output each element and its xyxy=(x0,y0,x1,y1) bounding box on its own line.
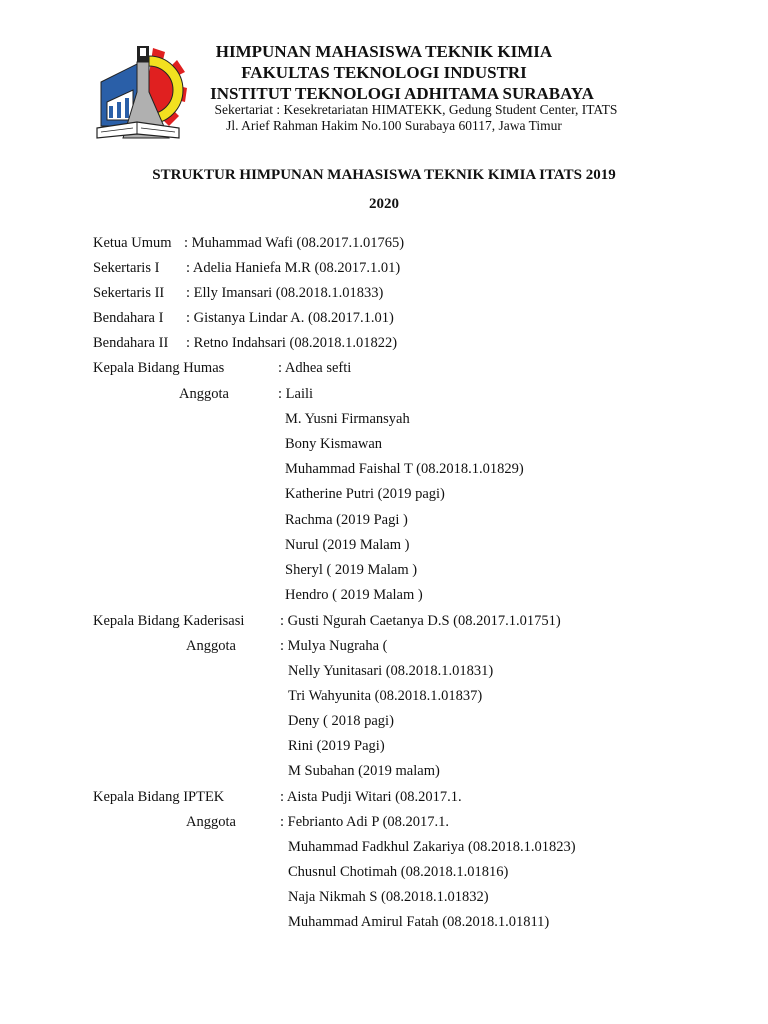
division-head-label: Kepala Bidang IPTEK xyxy=(93,789,225,805)
officer-role: Bendahara II xyxy=(93,335,169,351)
list-item: Rachma (2019 Pagi ) xyxy=(285,512,408,528)
officer-role: Ketua Umum xyxy=(93,235,172,251)
list-item: Nurul (2019 Malam ) xyxy=(285,537,410,553)
officer-role: Bendahara I xyxy=(93,310,164,326)
officer-role: Sekertaris II xyxy=(93,285,165,301)
list-item: Bony Kismawan xyxy=(285,436,383,452)
officer-value: : Gistanya Lindar A. (08.2017.1.01) xyxy=(186,310,394,326)
secretariat-address: Sekertariat : Kesekretariatan HIMATEKK, Gedung Student Center, ITATS xyxy=(214,102,618,117)
officer-value: : Retno Indahsari (08.2018.1.01822) xyxy=(186,335,398,351)
list-item: Rini (2019 Pagi) xyxy=(288,738,385,754)
list-item: : Febrianto Adi P (08.2017.1. xyxy=(280,814,450,830)
member-label: Anggota xyxy=(179,386,229,402)
list-item: Chusnul Chotimah (08.2018.1.01816) xyxy=(288,864,509,880)
list-item: Tri Wahyunita (08.2018.1.01837) xyxy=(288,688,483,704)
list-item: M. Yusni Firmansyah xyxy=(285,411,410,427)
org-name: HIMPUNAN MAHASISWA TEKNIK KIMIA xyxy=(215,42,553,61)
document-title: STRUKTUR HIMPUNAN MAHASISWA TEKNIK KIMIA ITATS 2019 xyxy=(152,167,616,183)
officer-value: : Elly Imansari (08.2018.1.01833) xyxy=(186,285,384,301)
list-item: Nelly Yunitasari (08.2018.1.01831) xyxy=(288,663,494,679)
list-item: : Mulya Nugraha ( xyxy=(280,638,388,654)
division-head-label: Kepala Bidang Kaderisasi xyxy=(93,613,245,629)
list-item: Muhammad Faishal T (08.2018.1.01829) xyxy=(285,461,524,477)
member-label: Anggota xyxy=(186,814,236,830)
list-item: Katherine Putri (2019 pagi) xyxy=(285,486,445,502)
division-head-value: : Aista Pudji Witari (08.2017.1. xyxy=(280,789,462,805)
list-item: Sheryl ( 2019 Malam ) xyxy=(285,562,418,578)
officer-role: Sekertaris I xyxy=(93,260,160,276)
officer-value: : Adelia Haniefa M.R (08.2017.1.01) xyxy=(186,260,401,276)
division-head-label: Kepala Bidang Humas xyxy=(93,360,225,376)
street-address: Jl. Arief Rahman Hakim No.100 Surabaya 60117, Jawa Timur xyxy=(226,118,562,133)
officer-value: : Muhammad Wafi (08.2017.1.01765) xyxy=(184,235,405,251)
list-item: : Laili xyxy=(278,386,314,402)
member-label: Anggota xyxy=(186,638,236,654)
list-item: Deny ( 2018 pagi) xyxy=(288,713,394,729)
division-head-value: : Adhea sefti xyxy=(278,360,352,376)
list-item: Muhammad Amirul Fatah (08.2018.1.01811) xyxy=(288,914,550,930)
division-head-value: : Gusti Ngurah Caetanya D.S (08.2017.1.01751) xyxy=(280,613,561,629)
list-item: Muhammad Fadkhul Zakariya (08.2018.1.01823) xyxy=(288,839,576,855)
list-item: Naja Nikmah S (08.2018.1.01832) xyxy=(288,889,489,905)
list-item: M Subahan (2019 malam) xyxy=(288,763,440,779)
institute-name: INSTITUT TEKNOLOGI ADHITAMA SURABAYA xyxy=(210,84,594,103)
list-item: Hendro ( 2019 Malam ) xyxy=(285,587,423,603)
faculty-name: FAKULTAS TEKNOLOGI INDUSTRI xyxy=(241,63,527,82)
document-title-year: 2020 xyxy=(369,196,399,212)
